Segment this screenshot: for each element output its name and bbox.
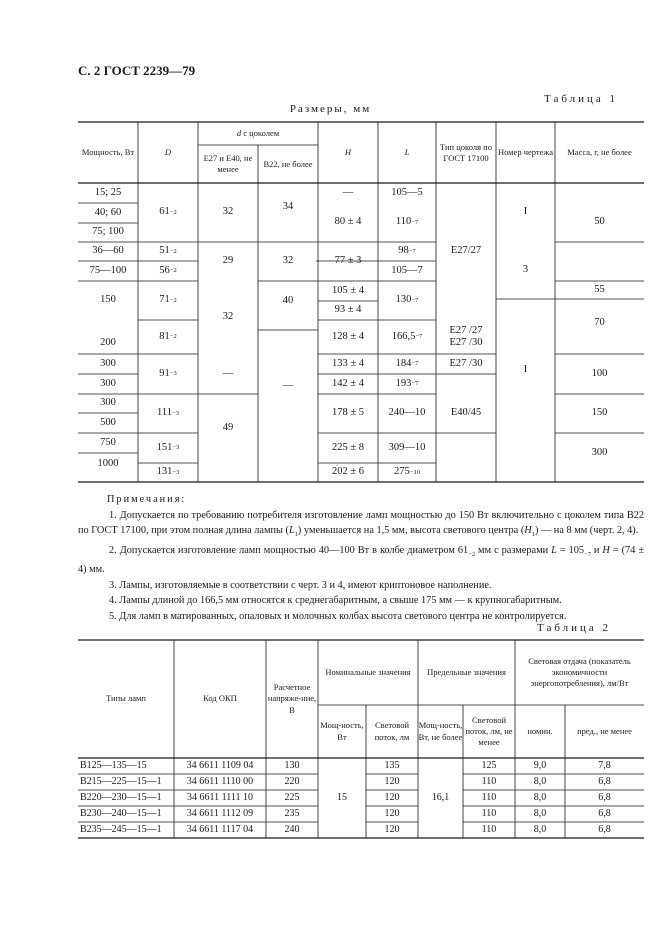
t2-type: B215—225—15—1 bbox=[80, 776, 162, 788]
D-cell bbox=[138, 261, 198, 281]
D-cell bbox=[138, 183, 198, 242]
note-symbol: H bbox=[602, 544, 610, 556]
t2-header-code: Код ОКП bbox=[203, 693, 237, 704]
base-cell bbox=[436, 320, 496, 354]
t2-voltage: 235 bbox=[284, 808, 300, 820]
power-cell: 75—100 bbox=[89, 264, 127, 276]
t2-code: 34 6611 1109 04 bbox=[186, 760, 254, 772]
note-text: = (74 ± 4) мм. bbox=[78, 544, 644, 575]
t1-header-H: H bbox=[344, 147, 352, 158]
t2-voltage: 220 bbox=[284, 776, 300, 788]
power-cell: 300 bbox=[100, 377, 116, 389]
d-b22-cell: 32 bbox=[282, 255, 294, 267]
note-symbol: L bbox=[551, 544, 557, 556]
L-value: 184 bbox=[395, 357, 412, 369]
note-symbol: L bbox=[288, 525, 295, 536]
D-cell bbox=[138, 354, 198, 394]
drawing-cell: I bbox=[523, 364, 528, 376]
page-header: С. 2 ГОСТ 2239—79 bbox=[78, 63, 196, 78]
note-4: 4. Лампы длиной до 166,5 мм относятся к среднегабаритным, а свыше 175 мм — к крупногабаритным. bbox=[109, 595, 562, 606]
t2-eff-nom: 8,0 bbox=[533, 792, 547, 804]
D-value: 56 bbox=[159, 264, 170, 276]
L-value: 193 bbox=[395, 377, 412, 389]
note-3: 3. Лампы, изготовляемые в соответствии с черт. 3 и 4, имеют криптоновое наполнение. bbox=[109, 579, 492, 591]
note-text: и bbox=[590, 544, 603, 556]
t2-eff-nom: 8,0 bbox=[533, 808, 547, 820]
t2-flux: 135 bbox=[384, 760, 400, 772]
L-tolerance: −7 bbox=[411, 296, 419, 304]
t2-eff-nom: 8,0 bbox=[533, 824, 547, 836]
D-tolerance: −2 bbox=[169, 267, 177, 275]
power-cell: 1000 bbox=[97, 457, 119, 469]
L-cell bbox=[378, 203, 436, 242]
H-cell: 178 ± 5 bbox=[331, 407, 364, 419]
D-cell bbox=[138, 433, 198, 463]
t2-nom-power: 15 bbox=[337, 792, 347, 804]
t2-lim-flux: 125 bbox=[481, 760, 497, 772]
note-5: 5. Для ламп в матированных, опаловых и молочных колбах высота светового центра не контролируется. bbox=[109, 610, 567, 622]
t1-header-base: Тип цоколя по ГОСТ 17100 bbox=[440, 141, 492, 163]
D-cell bbox=[138, 281, 198, 320]
d-b22-cell: 34 bbox=[282, 201, 294, 213]
D-value: 51 bbox=[159, 245, 170, 257]
mass-cell: 300 bbox=[591, 446, 608, 458]
L-cell: 105—5 bbox=[391, 186, 423, 198]
t1-header-mass: Масса, г, не более bbox=[567, 147, 632, 158]
t2-flux: 120 bbox=[384, 808, 400, 820]
t2-eff-lim: 6,8 bbox=[598, 792, 611, 804]
power-cell: 200 bbox=[100, 336, 116, 348]
H-cell: 133 ± 4 bbox=[331, 357, 364, 369]
L-cell: 309—10 bbox=[388, 441, 426, 453]
t2-code: 34 6611 1110 00 bbox=[186, 776, 254, 788]
H-cell: 225 ± 8 bbox=[331, 441, 364, 453]
L-tolerance: −10 bbox=[409, 468, 420, 476]
D-tolerance: −2 bbox=[169, 296, 177, 304]
D-tolerance: −2 bbox=[169, 247, 177, 255]
H-cell: 77 ± 3 bbox=[334, 255, 362, 267]
H-cell: 93 ± 4 bbox=[334, 304, 362, 316]
t2-eff-lim: 6,8 bbox=[598, 808, 611, 820]
t2-header-nom-power: Мощ-ность, Вт bbox=[320, 720, 364, 742]
base-cell: E40/45 bbox=[450, 407, 482, 419]
H-cell: 105 ± 4 bbox=[331, 284, 364, 296]
D-tolerance: −2 bbox=[169, 208, 177, 216]
note-text: мм с размерами bbox=[475, 544, 552, 556]
L-tolerance: −7 bbox=[415, 333, 423, 341]
t1-header-power: Мощность, Вт bbox=[81, 147, 135, 158]
drawing-cell: 3 bbox=[522, 264, 529, 276]
D-tolerance: −3 bbox=[172, 468, 180, 476]
mass-cell: 100 bbox=[591, 367, 608, 379]
D-value: 151 bbox=[156, 441, 173, 453]
note-sub: 1 bbox=[294, 531, 298, 538]
L-cell: 105—7 bbox=[391, 264, 423, 276]
L-value: 110 bbox=[395, 216, 412, 228]
mass-cell: 70 bbox=[594, 316, 605, 328]
D-tolerance: −3 bbox=[172, 444, 180, 452]
note-text: ) — на 8 мм (черт. 2, 4). bbox=[534, 525, 639, 536]
power-cell: 500 bbox=[100, 416, 116, 428]
t2-flux: 120 bbox=[384, 776, 400, 788]
t2-voltage: 225 bbox=[284, 792, 300, 804]
H-cell: 202 ± 6 bbox=[331, 466, 364, 478]
t2-header-lim-flux: Световой поток, лм, не менее bbox=[465, 714, 513, 748]
t2-eff-lim: 6,8 bbox=[598, 824, 611, 836]
t2-type: B235—245—15—1 bbox=[80, 824, 162, 836]
d-e27-cell: 49 bbox=[222, 422, 234, 434]
d-b22-cell: 40 bbox=[282, 294, 294, 306]
base-line: E27 /27 bbox=[449, 324, 483, 336]
L-value: 166,5 bbox=[391, 330, 416, 342]
mass-cell: 55 bbox=[594, 283, 605, 295]
H-cell: 80 ± 4 bbox=[334, 216, 362, 228]
notes-title: Примечания: bbox=[107, 494, 187, 505]
t2-lim-flux: 110 bbox=[481, 824, 497, 836]
t1-header-b22: B22, не более bbox=[263, 158, 313, 169]
note-symbol: H bbox=[524, 525, 532, 536]
t2-flux: 120 bbox=[384, 792, 400, 804]
base-cell: E27 /30 bbox=[449, 357, 483, 369]
table1-caption: Таблица 1 bbox=[544, 93, 619, 105]
t2-eff-nom: 9,0 bbox=[533, 760, 547, 772]
L-value: 275 bbox=[394, 466, 410, 478]
L-tolerance: −7 bbox=[411, 380, 419, 388]
L-cell bbox=[378, 242, 436, 261]
d-e27-cell: 32 bbox=[222, 206, 234, 218]
t2-type: B220—230—15—1 bbox=[80, 792, 162, 804]
H-cell: 142 ± 4 bbox=[331, 377, 364, 389]
note-text: 2. Допускается изготовление ламп мощностью 40—100 Вт в колбе диаметром 61 bbox=[109, 544, 469, 556]
t2-header-nominal: Номинальные значения bbox=[325, 666, 411, 677]
power-cell: 75; 100 bbox=[92, 226, 124, 238]
t2-header-nom-flux: Световой поток, лм bbox=[374, 720, 410, 742]
t2-lim-flux: 110 bbox=[481, 808, 497, 820]
L-cell bbox=[378, 463, 436, 482]
t1-header-e27: E27 и E40, не менее bbox=[203, 153, 253, 174]
t2-header-lim-power: Мощ-ность, Вт, не более bbox=[418, 720, 463, 742]
power-cell: 750 bbox=[100, 436, 116, 448]
L-cell bbox=[378, 374, 436, 394]
t2-type: B125—135—15 bbox=[80, 760, 147, 772]
H-cell: — bbox=[342, 186, 354, 198]
power-cell: 40; 60 bbox=[94, 206, 122, 218]
L-tolerance: −7 bbox=[411, 360, 419, 368]
power-cell: 300 bbox=[100, 397, 116, 409]
t1-header-d-group bbox=[198, 122, 318, 145]
t1-header-D: D bbox=[164, 147, 172, 158]
L-cell bbox=[378, 354, 436, 374]
D-value: 131 bbox=[156, 466, 173, 478]
d-b22-cell: — bbox=[282, 380, 294, 392]
mass-cell: 150 bbox=[591, 407, 608, 419]
d-e27-cell: 32 bbox=[222, 311, 234, 323]
t2-type: B230—240—15—1 bbox=[80, 808, 162, 820]
t2-lim-flux: 110 bbox=[481, 776, 497, 788]
D-cell bbox=[138, 463, 198, 482]
t2-header-eff-nom: номин. bbox=[527, 725, 553, 736]
D-tolerance: −3 bbox=[172, 409, 179, 417]
d-e27-cell: — bbox=[222, 367, 234, 379]
D-value: 61 bbox=[159, 206, 170, 218]
H-cell: 128 ± 4 bbox=[331, 330, 364, 342]
D-tolerance: −3 bbox=[169, 370, 177, 378]
note-sub: −2 bbox=[468, 550, 476, 558]
L-tolerance: −7 bbox=[411, 218, 419, 226]
power-cell: 36—60 bbox=[92, 245, 124, 257]
power-cell: 150 bbox=[100, 294, 116, 306]
t2-lim-power: 16,1 bbox=[431, 792, 450, 804]
t2-eff-lim: 6,8 bbox=[598, 776, 611, 788]
t2-header-limit: Предельные значения bbox=[427, 666, 506, 677]
t2-header-type: Типы ламп bbox=[106, 693, 146, 704]
L-value: 98 bbox=[398, 245, 409, 257]
d-group-text: с цоколем bbox=[243, 128, 280, 139]
note-text: 1. Допускается по требованию потребителя изготовление ламп мощностью до 150 Вт включительно с цоколем типа B22 по ГОСТ 17100, при этом полная длина лампы ( bbox=[78, 509, 644, 536]
D-value: 91 bbox=[159, 367, 170, 379]
d-e27-cell: 29 bbox=[222, 255, 234, 267]
notes bbox=[78, 492, 644, 624]
mass-cell: 50 bbox=[594, 215, 605, 227]
L-cell: 240—10 bbox=[388, 407, 426, 419]
t1-header-L: L bbox=[404, 147, 410, 158]
t2-header-eff-lim: пред., не менее bbox=[577, 725, 632, 736]
t2-eff-nom: 8,0 bbox=[533, 776, 547, 788]
D-cell bbox=[138, 242, 198, 261]
t2-eff-lim: 7,8 bbox=[598, 760, 611, 772]
D-value: 81 bbox=[159, 330, 170, 342]
L-cell bbox=[378, 281, 436, 320]
t2-code: 34 6611 1111 10 bbox=[186, 792, 253, 804]
note-sub: −7 bbox=[584, 550, 591, 558]
t2-voltage: 240 bbox=[284, 824, 300, 836]
table1-subtitle: Размеры, мм bbox=[289, 103, 372, 115]
base-cell: E27/27 bbox=[450, 245, 482, 257]
table2-caption: Таблица 2 bbox=[537, 622, 612, 634]
L-cell bbox=[378, 320, 436, 354]
t2-voltage: 130 bbox=[284, 760, 300, 772]
note-sub: 1 bbox=[531, 531, 535, 538]
power-cell: 300 bbox=[100, 357, 116, 369]
t1-header-drawing: Номер чертежа bbox=[497, 147, 554, 158]
d-letter: d bbox=[236, 128, 242, 139]
note-text: ) уменьшается на 1,5 мм, высота светового центра ( bbox=[297, 525, 525, 536]
note-2 bbox=[78, 543, 644, 578]
L-value: 130 bbox=[395, 294, 412, 306]
power-cell: 15; 25 bbox=[94, 186, 122, 198]
D-value: 71 bbox=[159, 294, 170, 306]
t2-lim-flux: 110 bbox=[481, 792, 497, 804]
note-text: = 105 bbox=[556, 544, 585, 556]
D-cell bbox=[138, 320, 198, 354]
t2-code: 34 6611 1112 09 bbox=[186, 808, 254, 820]
base-line: E27 /30 bbox=[449, 337, 483, 348]
t2-header-voltage: Расчетное напряже-ние, В bbox=[267, 682, 317, 715]
t2-code: 34 6611 1117 04 bbox=[186, 824, 254, 836]
t2-flux: 120 bbox=[384, 824, 400, 836]
t2-header-efficacy: Световая отдача (показатель экономичности энергопотребления), лм/Вт bbox=[528, 655, 631, 689]
L-tolerance: −7 bbox=[408, 247, 416, 255]
D-cell bbox=[138, 394, 198, 433]
D-value: 111 bbox=[157, 407, 173, 419]
drawing-cell: I bbox=[523, 206, 528, 218]
note-1 bbox=[78, 508, 644, 543]
D-tolerance: −2 bbox=[169, 333, 177, 341]
